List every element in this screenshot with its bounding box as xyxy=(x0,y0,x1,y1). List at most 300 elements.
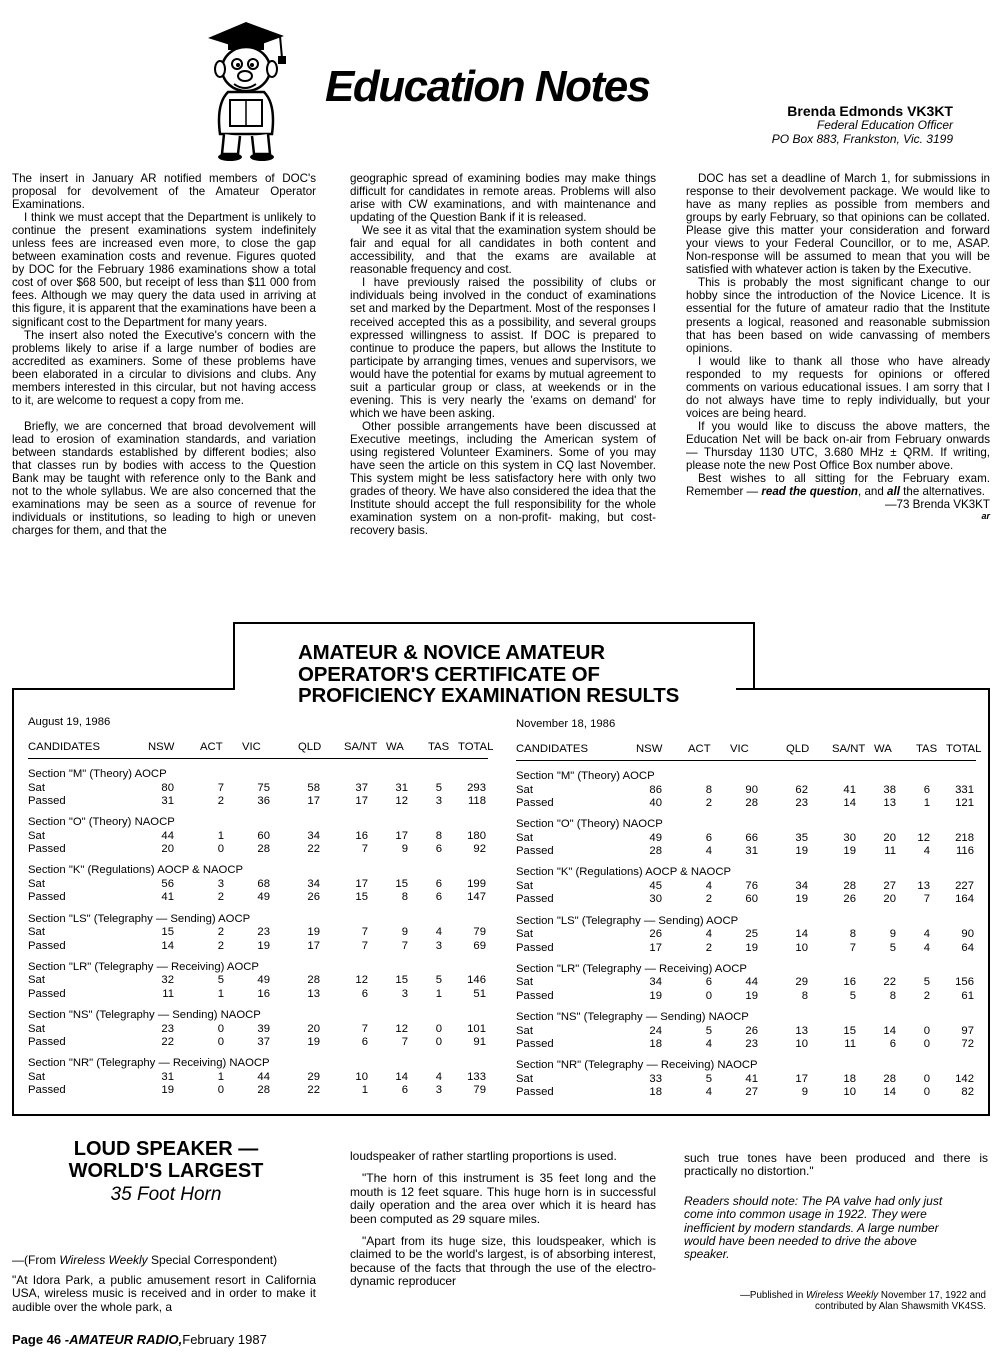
table-cell: 49 xyxy=(649,831,662,844)
table-cell: 5 xyxy=(705,1024,712,1037)
speaker-column-2 xyxy=(350,1150,656,1289)
table-row xyxy=(516,928,976,941)
row-label: Sat xyxy=(28,829,45,842)
table-cell: 8 xyxy=(801,989,808,1002)
row-label: Sat xyxy=(516,976,533,989)
results-box-right xyxy=(988,688,990,1116)
table-cell: 14 xyxy=(883,1086,896,1099)
table-cell: 2 xyxy=(217,939,224,952)
credit-suffix: November 17, 1922 and xyxy=(878,1290,986,1301)
table-cell: 19 xyxy=(795,845,808,858)
table-cell: 58 xyxy=(307,781,320,794)
table-cell: 19 xyxy=(307,1036,320,1048)
table-cell: 37 xyxy=(257,1036,270,1048)
table-cell: 10 xyxy=(355,1070,368,1083)
table-cell: 6 xyxy=(435,843,442,856)
page-footer xyxy=(12,1332,267,1347)
table-cell: 17 xyxy=(307,795,320,807)
table-cell: 4 xyxy=(435,926,442,939)
table-cell: 19 xyxy=(843,845,856,858)
table-cell: 0 xyxy=(923,1072,930,1085)
exam-section xyxy=(516,915,976,957)
signoff: —73 Brenda VK3KT xyxy=(884,498,990,512)
credit-line-2: contributed by Alan Shawsmith VK4SS. xyxy=(815,1301,986,1312)
table-cell: 9 xyxy=(401,843,408,856)
table-cell: 22 xyxy=(307,843,320,856)
table-cell: 15 xyxy=(395,877,408,890)
table-cell: 28 xyxy=(257,843,270,856)
exam-date: November 18, 1986 xyxy=(516,718,616,730)
column-header: ACT xyxy=(200,741,223,753)
table-cell: 9 xyxy=(801,1086,808,1099)
table-cell: 24 xyxy=(649,1024,662,1037)
table-cell: 4 xyxy=(923,928,930,941)
table-cell: 23 xyxy=(795,797,808,809)
table-cell: 25 xyxy=(745,928,758,941)
text: Best wishes to all sitting for the February exam. Remember — xyxy=(686,472,990,499)
results-box-bottom xyxy=(12,1114,990,1116)
section-title: Section "LS" (Telegraphy — Sending) AOCP xyxy=(28,912,251,925)
table-row xyxy=(28,782,488,795)
table-cell: 61 xyxy=(961,989,974,1002)
table-cell: 14 xyxy=(843,797,856,809)
table-row xyxy=(516,942,976,955)
table-cell: 18 xyxy=(649,1038,662,1050)
table-row xyxy=(28,1071,488,1084)
table-cell: 12 xyxy=(355,974,368,987)
table-cell: 31 xyxy=(395,781,408,794)
section-title: Section "NR" (Telegraphy — Receiving) NAOCP xyxy=(516,1059,758,1072)
table-cell: 10 xyxy=(843,1086,856,1099)
table-cell: 37 xyxy=(355,781,368,794)
exam-date: August 19, 1986 xyxy=(28,716,111,728)
table-cell: 8 xyxy=(889,989,896,1002)
table-cell: 5 xyxy=(923,976,930,989)
issue-date: February 1987 xyxy=(182,1332,267,1347)
table-cell: 133 xyxy=(467,1070,486,1083)
table-row xyxy=(516,893,976,906)
table-cell: 10 xyxy=(795,941,808,954)
exam-section xyxy=(28,864,488,906)
table-cell: 41 xyxy=(161,891,174,904)
column-header: QLD xyxy=(298,741,322,753)
table-cell: 18 xyxy=(649,1086,662,1099)
article-column-2 xyxy=(350,172,656,537)
table-cell: 147 xyxy=(467,891,486,904)
table-cell: 23 xyxy=(161,1022,174,1035)
table-cell: 14 xyxy=(161,939,174,952)
exam-section xyxy=(28,913,488,955)
row-label: Sat xyxy=(516,1072,533,1085)
credit xyxy=(690,1290,986,1312)
paragraph: geographic spread of examining bodies may make things difficult for candidates in remote areas. Problems will also arise with CW examinations, and with maintenance and updating of the Question Bank if it is released. xyxy=(350,172,656,225)
row-label: Passed xyxy=(28,1036,66,1048)
results-table-november xyxy=(516,718,982,1108)
table-cell: 56 xyxy=(161,877,174,890)
table-cell: 1 xyxy=(217,829,224,842)
table-cell: 19 xyxy=(795,893,808,906)
table-cell: 22 xyxy=(307,1084,320,1097)
table-header xyxy=(516,743,982,757)
column-header: WA xyxy=(874,743,892,755)
results-title-line: PROFICIENCY EXAMINATION RESULTS xyxy=(298,684,680,707)
table-cell: 92 xyxy=(473,843,486,856)
table-cell: 4 xyxy=(435,1070,442,1083)
row-label: Sat xyxy=(516,928,533,941)
table-cell: 5 xyxy=(217,974,224,987)
row-label: Passed xyxy=(516,941,554,954)
table-row xyxy=(516,1038,976,1051)
table-header xyxy=(28,741,494,755)
table-cell: 29 xyxy=(795,976,808,989)
section-title: Section "LR" (Telegraphy — Receiving) AOCP xyxy=(28,960,259,973)
table-row xyxy=(28,891,488,904)
table-row xyxy=(28,830,488,843)
table-cell: 80 xyxy=(161,781,174,794)
table-cell: 15 xyxy=(395,974,408,987)
column-header: NSW xyxy=(636,743,663,755)
paragraph xyxy=(686,472,990,498)
table-cell: 9 xyxy=(889,928,896,941)
table-cell: 7 xyxy=(361,926,368,939)
paragraph: I have previously raised the possibility of clubs or individuals being involved in the conduct of examinations set and marked by the Department. Most of the responses I received accepted this as a possibility, and several groups expressed willingness to assist. If DOC is prepared to continue to produce the papers, but allows the Institute to participate by arranging times, venues and supervisors, we would have the potential for exams by mutual agreement to suit a particular group or class, at weekends or in the evening. This is very nearly the 'exams on demand' for which we have been asking. xyxy=(350,276,656,420)
table-cell: 68 xyxy=(257,877,270,890)
table-cell: 0 xyxy=(217,1022,224,1035)
table-cell: 6 xyxy=(361,987,368,1000)
table-cell: 12 xyxy=(917,831,930,844)
section-title: Section "NS" (Telegraphy — Sending) NAOCP xyxy=(28,1009,261,1021)
table-cell: 28 xyxy=(307,974,320,987)
credit-line-1 xyxy=(690,1290,986,1301)
section-title: Section "LS" (Telegraphy — Sending) AOCP xyxy=(516,914,739,927)
table-cell: 18 xyxy=(843,1072,856,1085)
table-cell: 44 xyxy=(161,829,174,842)
exam-section xyxy=(516,866,976,908)
paragraph: I would like to thank all those who have already responded to my requests for opinions or offered comments on various educational issues. I am sorry that I do not always have time to reply individually, but your voices are being heard. xyxy=(686,354,990,420)
table-cell: 6 xyxy=(923,783,930,796)
table-row xyxy=(516,976,976,989)
table-cell: 180 xyxy=(467,829,486,842)
table-cell: 60 xyxy=(745,893,758,906)
row-label: Passed xyxy=(516,797,554,809)
column-header: TAS xyxy=(916,743,938,755)
table-row xyxy=(516,832,976,845)
table-cell: 17 xyxy=(355,877,368,890)
table-cell: 7 xyxy=(401,1036,408,1048)
table-cell: 35 xyxy=(795,831,808,844)
speaker-column-1 xyxy=(12,1254,316,1314)
table-row xyxy=(516,845,976,858)
table-cell: 2 xyxy=(705,797,712,809)
table-cell: 0 xyxy=(217,1084,224,1097)
table-cell: 11 xyxy=(844,1038,856,1050)
exam-section xyxy=(516,770,976,812)
exam-section xyxy=(516,963,976,1005)
table-cell: 1 xyxy=(217,1070,224,1083)
table-row xyxy=(28,878,488,891)
table-cell: 20 xyxy=(161,843,174,856)
speaker-subtitle: 35 Foot Horn xyxy=(110,1184,222,1205)
paragraph: such true tones have been produced and there is practically no distortion." xyxy=(684,1151,988,1179)
table-cell: 76 xyxy=(745,879,758,892)
table-cell: 7 xyxy=(361,843,368,856)
table-cell: 3 xyxy=(435,795,442,807)
column-header: NSW xyxy=(148,741,175,753)
table-cell: 13 xyxy=(883,797,896,809)
table-cell: 8 xyxy=(401,891,408,904)
table-cell: 13 xyxy=(917,879,930,892)
author-block xyxy=(700,104,953,146)
end-mark-text: ar xyxy=(981,511,990,522)
table-cell: 27 xyxy=(883,879,896,892)
table-cell: 8 xyxy=(705,783,712,796)
table-cell: 1 xyxy=(361,1084,368,1097)
table-row xyxy=(516,1086,976,1099)
table-cell: 11 xyxy=(884,845,896,858)
table-cell: 17 xyxy=(307,939,320,952)
speaker-title-line: LOUD SPEAKER — xyxy=(73,1138,259,1160)
column-header: QLD xyxy=(786,743,810,755)
table-cell: 0 xyxy=(217,1036,224,1048)
table-cell: 31 xyxy=(161,1070,174,1083)
table-cell: 218 xyxy=(955,831,974,844)
column-header: SA/NT xyxy=(344,741,378,753)
table-cell: 6 xyxy=(361,1036,368,1048)
paragraph: "Apart from its huge size, this loudspeaker, which is claimed to be the world's largest, is of absorbing interest, because of the facts that through the use of the electro-dynamic reproducer xyxy=(350,1234,656,1289)
source-italic: Wireless Weekly xyxy=(59,1253,148,1267)
emphasis: read the question xyxy=(761,485,859,499)
table-cell: 49 xyxy=(257,974,270,987)
table-cell: 23 xyxy=(745,1038,758,1050)
table-cell: 19 xyxy=(649,989,662,1002)
paragraph: The insert in January AR notified members of DOC's proposal for devolvement of the Amateur Operator Examinations. xyxy=(12,172,316,212)
paragraph: If you would like to discuss the above matters, the Education Net will be back on-air from February onwards — Thursday 1130 UTC, 3.680 MHz ± QRM. If writing, please note the new Post Office Box number above. xyxy=(686,419,990,473)
table-cell: 16 xyxy=(843,976,856,989)
table-cell: 19 xyxy=(161,1084,174,1097)
table-cell: 6 xyxy=(435,891,442,904)
table-cell: 11 xyxy=(162,987,174,1000)
column-header: TAS xyxy=(428,741,450,753)
table-cell: 31 xyxy=(745,845,758,858)
speaker-title xyxy=(36,1138,296,1182)
exam-section xyxy=(28,961,488,1003)
text: , and xyxy=(858,485,888,499)
magazine-name: -AMATEUR RADIO, xyxy=(61,1332,183,1347)
section-title: Section "NR" (Telegraphy — Receiving) NAOCP xyxy=(28,1057,270,1070)
paragraph: I think we must accept that the Department is unlikely to continue the present examinations system indefinitely unless fees are increased even more, to close the gap between examination costs and revenue. Figures quoted by DOC for the February 1986 examinations show a total cost of over $68 500, but receipt of less than $11 000 from fees. Although we may query the data used in arriving at this figure, it is apparent that the examinations have been a significant cost to the Department for many years. xyxy=(12,211,316,329)
table-cell: 0 xyxy=(435,1022,442,1035)
table-cell: 331 xyxy=(955,783,974,796)
table-cell: 164 xyxy=(955,893,974,906)
table-cell: 91 xyxy=(473,1036,486,1048)
table-cell: 19 xyxy=(745,989,758,1002)
author-role: Federal Education Officer xyxy=(816,118,953,132)
row-label: Passed xyxy=(28,843,66,856)
table-cell: 0 xyxy=(705,989,712,1002)
row-label: Sat xyxy=(516,879,533,892)
table-cell: 14 xyxy=(395,1070,408,1083)
table-cell: 4 xyxy=(705,879,712,892)
table-row xyxy=(28,1023,488,1036)
table-row xyxy=(28,795,488,808)
section-title: Section "O" (Theory) NAOCP xyxy=(516,818,663,831)
table-cell: 2 xyxy=(217,891,224,904)
section-title: Section "K" (Regulations) AOCP & NAOCP xyxy=(516,866,732,879)
section-title: Section "M" (Theory) AOCP xyxy=(28,768,167,780)
column-header: SA/NT xyxy=(832,743,866,755)
table-cell: 6 xyxy=(435,877,442,890)
table-cell: 6 xyxy=(705,831,712,844)
table-cell: 0 xyxy=(923,1024,930,1037)
table-cell: 28 xyxy=(843,879,856,892)
table-cell: 22 xyxy=(161,1036,174,1048)
table-row xyxy=(516,1073,976,1086)
table-cell: 8 xyxy=(849,928,856,941)
table-cell: 64 xyxy=(961,941,974,954)
table-row xyxy=(28,926,488,939)
table-cell: 118 xyxy=(467,795,486,807)
table-cell: 26 xyxy=(843,893,856,906)
table-cell: 20 xyxy=(883,831,896,844)
table-cell: 7 xyxy=(361,1022,368,1035)
row-label: Sat xyxy=(516,783,533,796)
table-cell: 227 xyxy=(955,879,974,892)
table-cell: 7 xyxy=(217,781,224,794)
table-row xyxy=(28,1036,488,1049)
table-cell: 0 xyxy=(923,1086,930,1099)
table-cell: 121 xyxy=(955,797,974,809)
table-cell: 5 xyxy=(435,974,442,987)
table-row xyxy=(516,880,976,893)
header-rule xyxy=(28,758,488,759)
row-label: Passed xyxy=(516,1086,554,1099)
credit-prefix: —Published in xyxy=(740,1290,807,1301)
table-cell: 7 xyxy=(361,939,368,952)
column-header: TOTAL xyxy=(946,743,982,755)
exam-section xyxy=(28,768,488,810)
table-row xyxy=(516,784,976,797)
row-label: Sat xyxy=(28,1070,45,1083)
table-cell: 1 xyxy=(923,797,930,809)
results-title xyxy=(298,642,679,707)
table-cell: 39 xyxy=(257,1022,270,1035)
table-cell: 22 xyxy=(883,976,896,989)
table-cell: 20 xyxy=(883,893,896,906)
table-cell: 3 xyxy=(435,939,442,952)
table-cell: 4 xyxy=(705,845,712,858)
table-cell: 1 xyxy=(217,987,224,1000)
row-label: Sat xyxy=(516,1024,533,1037)
table-cell: 101 xyxy=(467,1022,486,1035)
paragraph: "At Idora Park, a public amusement resort in California USA, wireless music is received and in order to make it audible over the whole park, a xyxy=(12,1272,316,1314)
row-label: Passed xyxy=(516,893,554,906)
source-suffix: Special Correspondent) xyxy=(147,1253,278,1267)
table-cell: 5 xyxy=(435,781,442,794)
table-cell: 4 xyxy=(705,1086,712,1099)
table-cell: 6 xyxy=(889,1038,896,1050)
table-cell: 8 xyxy=(435,829,442,842)
table-cell: 26 xyxy=(649,928,662,941)
table-cell: 26 xyxy=(745,1024,758,1037)
exam-section xyxy=(28,1009,488,1051)
column-header: VIC xyxy=(730,743,749,755)
table-cell: 97 xyxy=(961,1024,974,1037)
table-cell: 2 xyxy=(217,795,224,807)
table-cell: 28 xyxy=(257,1084,270,1097)
table-cell: 5 xyxy=(705,1072,712,1085)
table-cell: 17 xyxy=(649,941,662,954)
table-cell: 7 xyxy=(401,939,408,952)
table-cell: 6 xyxy=(401,1084,408,1097)
table-cell: 4 xyxy=(923,845,930,858)
row-label: Passed xyxy=(516,845,554,858)
table-cell: 0 xyxy=(217,843,224,856)
table-cell: 4 xyxy=(705,928,712,941)
results-top-rule xyxy=(233,622,755,624)
table-cell: 34 xyxy=(795,879,808,892)
row-label: Sat xyxy=(28,1022,45,1035)
table-cell: 17 xyxy=(355,795,368,807)
table-cell: 15 xyxy=(843,1024,856,1037)
table-cell: 0 xyxy=(435,1036,442,1048)
table-cell: 12 xyxy=(395,1022,408,1035)
table-cell: 3 xyxy=(401,987,408,1000)
row-label: Passed xyxy=(516,989,554,1002)
table-cell: 13 xyxy=(795,1024,808,1037)
table-cell: 15 xyxy=(355,891,368,904)
exam-section xyxy=(28,816,488,858)
table-cell: 62 xyxy=(795,783,808,796)
results-top-right-rule xyxy=(753,622,755,690)
table-cell: 29 xyxy=(307,1070,320,1083)
table-cell: 75 xyxy=(257,781,270,794)
table-cell: 9 xyxy=(401,926,408,939)
row-label: Sat xyxy=(28,926,45,939)
paragraph: The insert also noted the Executive's concern with the problems likely to arise if a large number of bodies are accredited as examiners. Some of these problems have been elaborated in a circular to divisions and clubs. Any members interested in this circular, but not having access to it, are welcome to request a copy from me. xyxy=(12,328,316,407)
end-mark xyxy=(686,511,990,521)
results-right-rule xyxy=(736,688,990,690)
table-row xyxy=(28,843,488,856)
table-cell: 38 xyxy=(883,783,896,796)
table-cell: 116 xyxy=(955,845,974,858)
table-cell: 82 xyxy=(961,1086,974,1099)
table-cell: 142 xyxy=(955,1072,974,1085)
table-cell: 13 xyxy=(307,987,320,1000)
table-row xyxy=(516,797,976,810)
table-cell: 79 xyxy=(473,1084,486,1097)
exam-section xyxy=(516,1011,976,1053)
section-title: Section "LR" (Telegraphy — Receiving) AOCP xyxy=(516,962,747,975)
table-cell: 5 xyxy=(889,941,896,954)
table-cell: 3 xyxy=(435,1084,442,1097)
table-cell: 27 xyxy=(745,1086,758,1099)
table-cell: 5 xyxy=(849,989,856,1002)
page-title: Education Notes xyxy=(325,62,650,111)
source-prefix: —(From xyxy=(12,1253,60,1267)
paragraph: This is probably the most significant change to our hobby since the introduction of the Novice Licence. It is essential for the future of amateur radio that the Institute presents a logical, reasoned and reasonable submission that has been based on wide canvassing of members opinions. xyxy=(686,276,990,355)
table-cell: 49 xyxy=(257,891,270,904)
results-top-left-rule xyxy=(233,622,235,690)
table-cell: 30 xyxy=(843,831,856,844)
column-header: ACT xyxy=(688,743,711,755)
editor-note: Readers should note: The PA valve had only just come into common usage in 1922. They were inefficient by modern standards. A large number would have been needed to drive the above speaker. xyxy=(684,1193,943,1262)
table-row xyxy=(28,974,488,987)
table-cell: 72 xyxy=(961,1038,974,1050)
row-label: Passed xyxy=(516,1038,554,1050)
table-row xyxy=(28,1084,488,1097)
table-cell: 32 xyxy=(161,974,174,987)
table-cell: 36 xyxy=(257,795,270,807)
